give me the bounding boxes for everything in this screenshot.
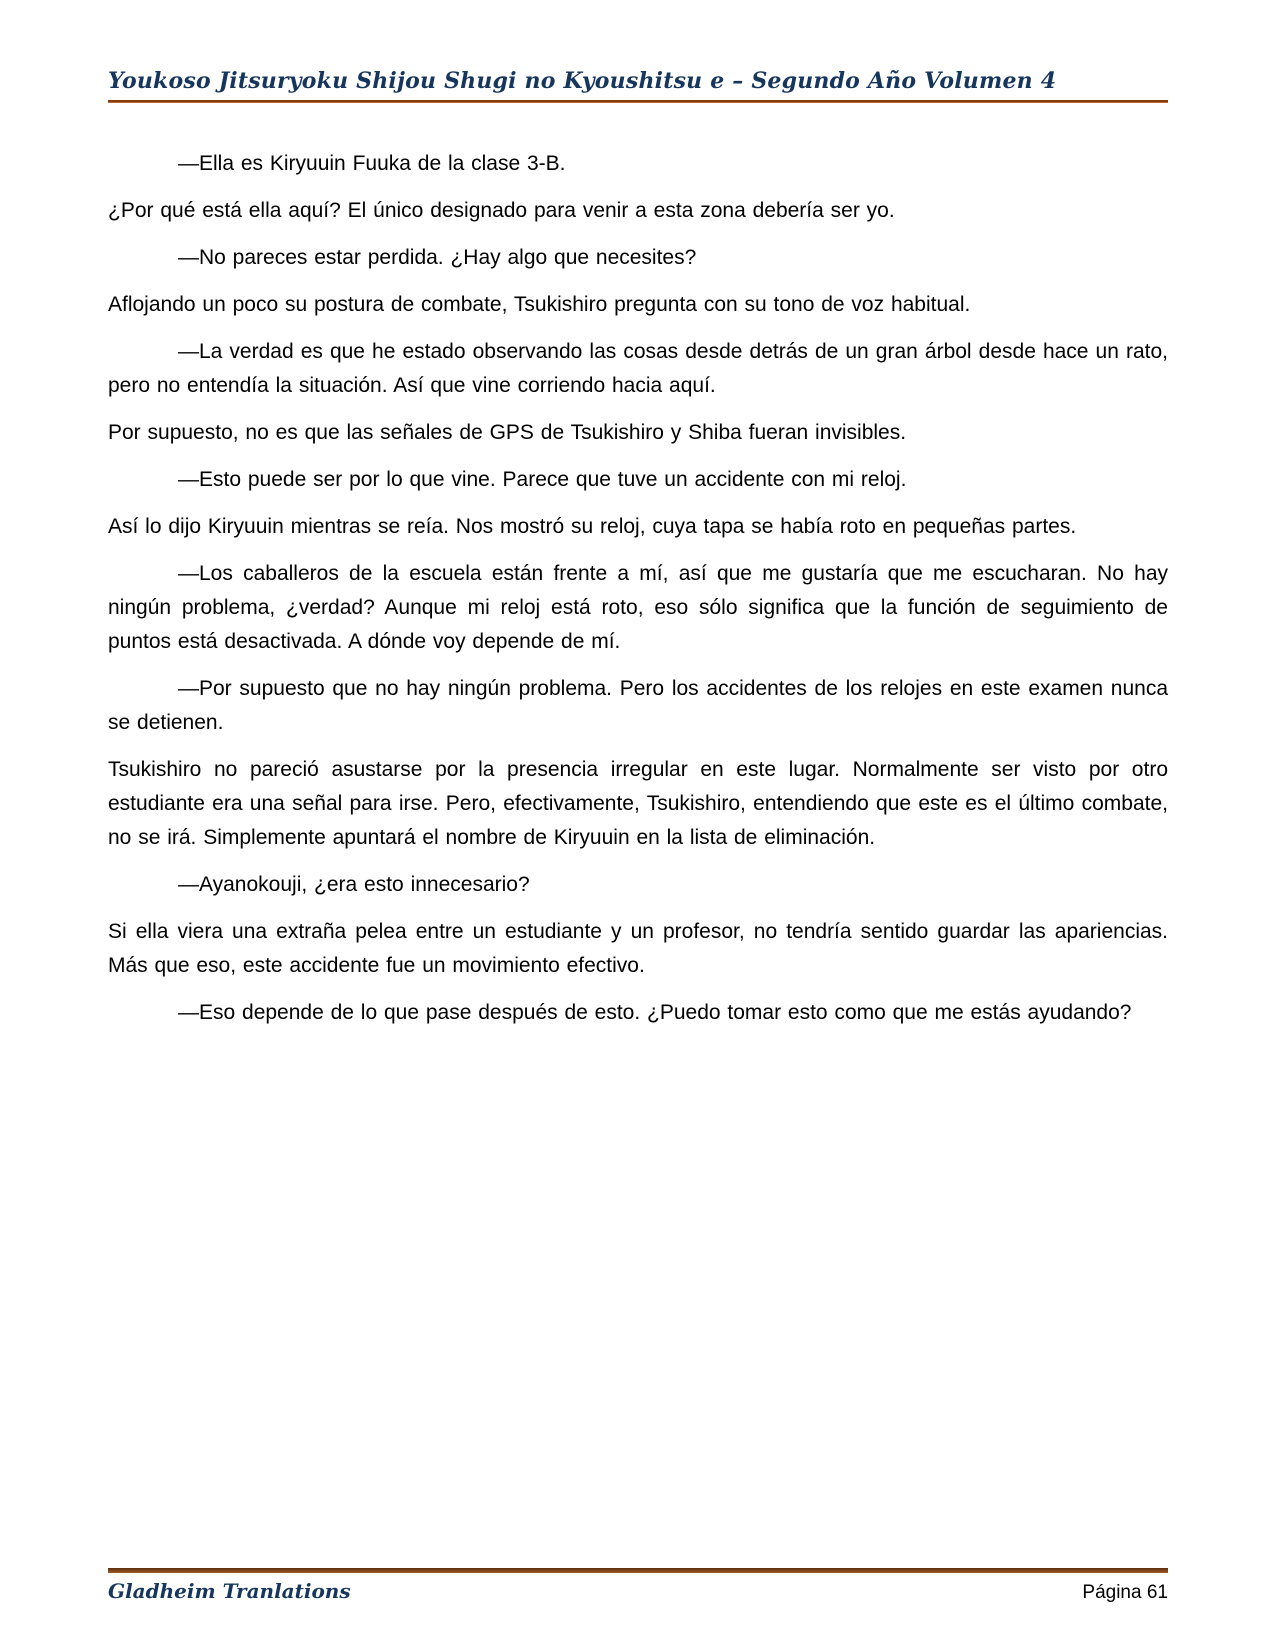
footer-page-value: 61: [1146, 1582, 1168, 1603]
narration-paragraph: Por supuesto, no es que las señales de GPS de Tsukishiro y Shiba fueran invisibles.: [108, 421, 907, 444]
header-divider: [108, 100, 1168, 103]
dialogue-paragraph: —Por supuesto que no hay ningún problema. Pero los accidentes de los relojes en este examen nunca se detienen.: [108, 677, 1168, 734]
footer-translator-credit: Gladheim Tranlations: [108, 1579, 351, 1603]
dialogue-paragraph: —Ayanokouji, ¿era esto innecesario?: [178, 873, 530, 896]
page-header-title: Youkoso Jitsuryoku Shijou Shugi no Kyoushitsu e – Segundo Año Volumen 4: [108, 68, 1057, 94]
narration-paragraph: Si ella viera una extraña pelea entre un estudiante y un profesor, no tendría sentido guardar las apariencias. Más que eso, este accidente fue un movimiento efectivo.: [108, 920, 1168, 977]
dialogue-paragraph: —Los caballeros de la escuela están frente a mí, así que me gustaría que me escucharan. No hay ningún problema, ¿verdad? Aunque mi reloj está roto, eso sólo significa que la función de seguimiento de puntos está desactivada. A dónde voy depende de mí.: [108, 562, 1168, 653]
body-text: [108, 147, 1168, 1030]
narration-paragraph: ¿Por qué está ella aquí? El único designado para venir a esta zona debería ser yo.: [108, 199, 895, 222]
narration-paragraph: Tsukishiro no pareció asustarse por la presencia irregular en este lugar. Normalmente ser visto por otro estudiante era una señal para irse. Pero, efectivamente, Tsukishiro, entendiendo que este es el último combate, no se irá. Simplemente apuntará el nombre de Kiryuuin en la lista de eliminación.: [108, 758, 1168, 849]
narration-paragraph: Aflojando un poco su postura de combate, Tsukishiro pregunta con su tono de voz habitual.: [108, 293, 971, 316]
footer-page-label: Página: [1082, 1582, 1147, 1603]
footer-page-number: [1082, 1582, 1168, 1604]
narration-paragraph: Así lo dijo Kiryuuin mientras se reía. Nos mostró su reloj, cuya tapa se había roto en pequeñas partes.: [108, 515, 1077, 538]
page-footer: [108, 1568, 1168, 1604]
dialogue-paragraph: —Ella es Kiryuuin Fuuka de la clase 3-B.: [178, 152, 566, 175]
footer-divider: [108, 1568, 1168, 1573]
dialogue-paragraph: —Eso depende de lo que pase después de esto. ¿Puedo tomar esto como que me estás ayudando?: [178, 1001, 1132, 1024]
dialogue-paragraph: —No pareces estar perdida. ¿Hay algo que necesites?: [178, 246, 697, 269]
dialogue-paragraph: —Esto puede ser por lo que vine. Parece que tuve un accidente con mi reloj.: [178, 468, 907, 491]
dialogue-paragraph: —La verdad es que he estado observando las cosas desde detrás de un gran árbol desde hace un rato, pero no entendía la situación. Así que vine corriendo hacia aquí.: [108, 340, 1168, 397]
